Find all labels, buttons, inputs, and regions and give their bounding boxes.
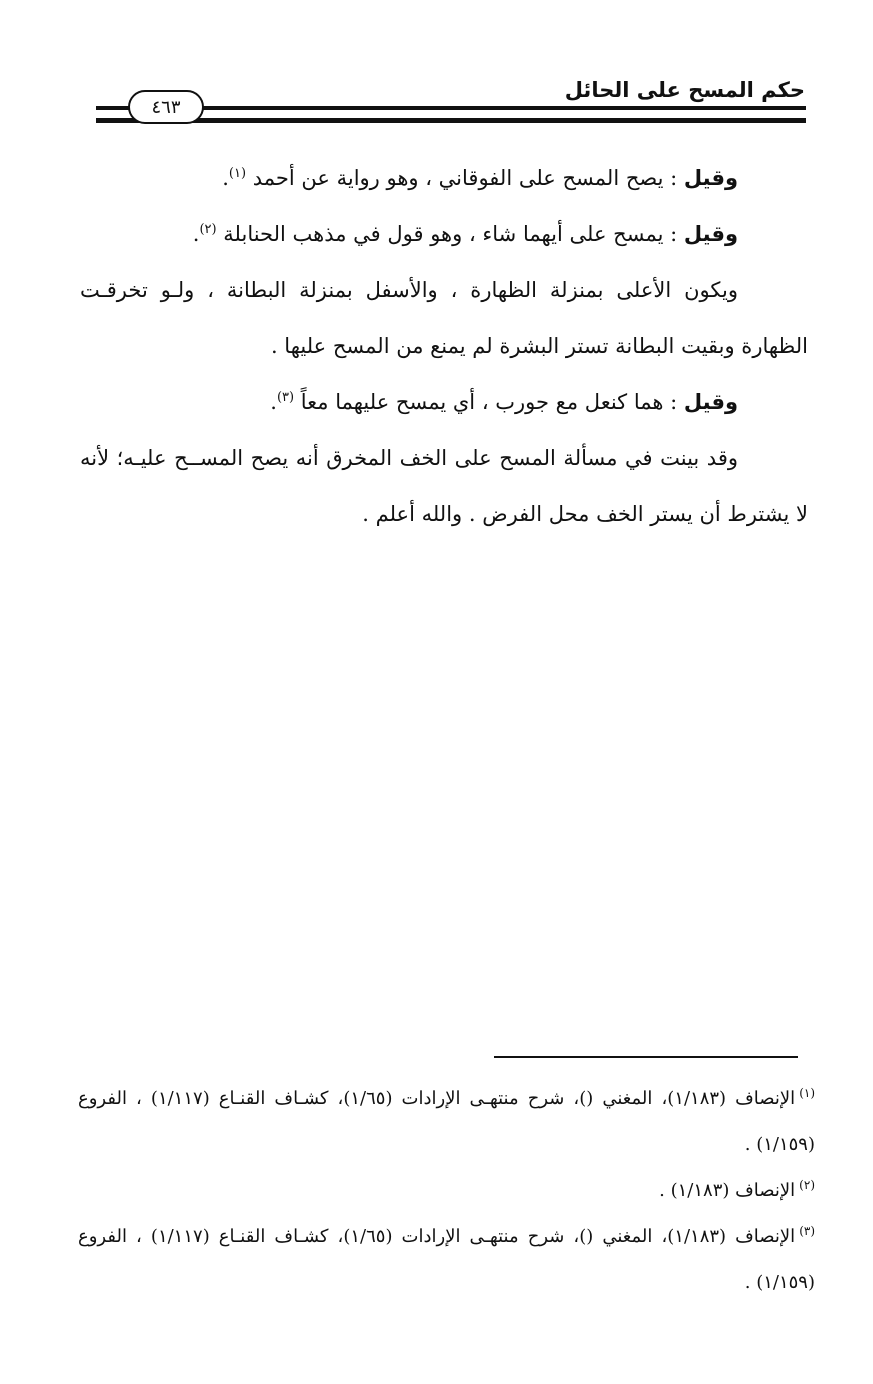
footnote-ref-1: (١) bbox=[228, 166, 247, 181]
paragraph-5: وقد بينت في مسألة المسح على الخف المخرق أنه يصح المســح عليـه؛ لأنه لا يشترط أن يستر الخف محل الفرض . والله أعلم . bbox=[80, 446, 808, 526]
paragraph-4 bbox=[80, 374, 808, 430]
paragraph-1-lead: وقيل bbox=[683, 166, 738, 190]
footnote-3-text: الإنصاف (١/١٨٣)، المغني ()، شرح منتهـى الإرادات (١/٦٥)، كشـاف القنـاع (١/١١٧) ، الفروع (١/١٥٩) . bbox=[78, 1226, 815, 1293]
footnote-2-text: الإنصاف (١/١٨٣) . bbox=[659, 1180, 796, 1201]
footnote-ref-2: (٢) bbox=[199, 222, 217, 237]
header-rule-bottom bbox=[96, 118, 806, 123]
paragraph-4-text: : هما كنعل مع جورب ، أي يمسح عليهما معاً bbox=[294, 390, 684, 414]
footnote-ref-3: (٣) bbox=[276, 390, 295, 405]
page-number-badge bbox=[128, 90, 204, 124]
paragraph-1 bbox=[80, 150, 808, 206]
running-header-title: حكم المسح على الحائل bbox=[564, 78, 805, 102]
paragraph-2-lead: وقيل bbox=[683, 222, 738, 246]
footnote-3 bbox=[78, 1214, 815, 1306]
footnote-2-number: (٢) bbox=[799, 1178, 815, 1192]
footnote-1-text: الإنصاف (١/١٨٣)، المغني ()، شرح منتهـى الإرادات (١/٦٥)، كشـاف القنـاع (١/١١٧) ، الفروع (١/١٥٩) . bbox=[78, 1088, 815, 1155]
paragraph-4-end: . bbox=[270, 390, 277, 414]
footnote-1 bbox=[78, 1076, 815, 1168]
paragraph-1-text: : يصح المسح على الفوقاني ، وهو رواية عن أحمد bbox=[246, 166, 684, 190]
footnote-3-number: (٣) bbox=[799, 1224, 816, 1238]
footnote-2 bbox=[78, 1168, 815, 1214]
main-text bbox=[80, 150, 808, 542]
paragraph-2-text: : يمسح على أيهما شاء ، وهو قول في مذهب الحنابلة bbox=[216, 222, 684, 246]
page-number: ٤٦٣ bbox=[151, 96, 181, 118]
paragraph-1-end: . bbox=[222, 166, 229, 190]
paragraph-2 bbox=[80, 206, 808, 262]
footnote-separator bbox=[494, 1056, 798, 1058]
paragraph-3: ويكون الأعلى بمنزلة الظهارة ، والأسفل بمنزلة البطانة ، ولـو تخرقـت الظهارة وبقيت البطانة تستر البشرة لم يمنع من المسح عليها . bbox=[80, 278, 808, 358]
paragraph-4-lead: وقيل bbox=[683, 390, 738, 414]
footnote-1-number: (١) bbox=[799, 1086, 816, 1100]
paragraph-2-end: . bbox=[192, 222, 200, 246]
footnotes bbox=[78, 1076, 815, 1306]
